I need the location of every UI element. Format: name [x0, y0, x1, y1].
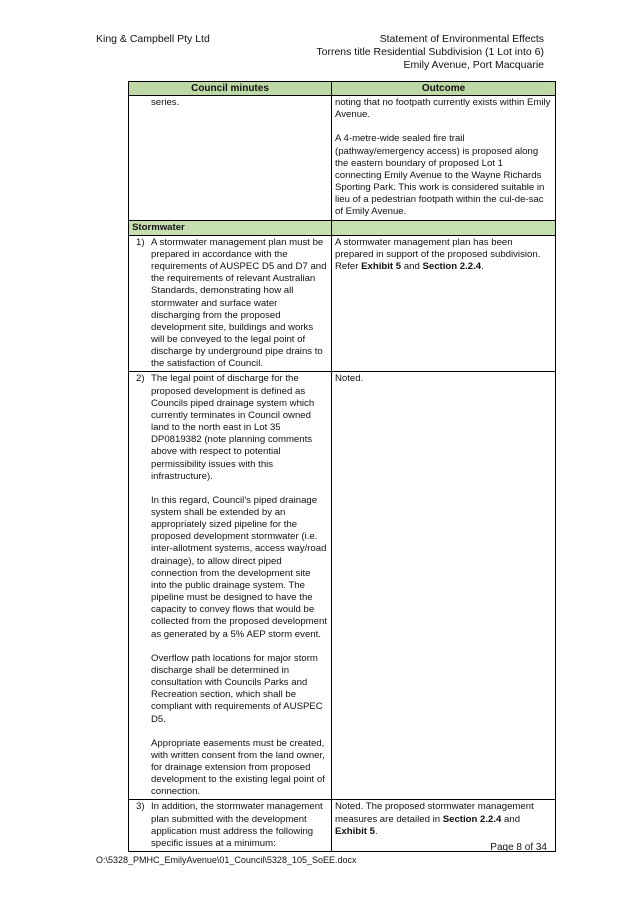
minutes-cell	[129, 800, 332, 852]
section-row-stormwater	[129, 220, 556, 235]
column-header-minutes: Council minutes	[129, 82, 332, 96]
minutes-text: Appropriate easements must be created, with written consent from the land owner, for drainage extension from proposed development to the existing legal point of connection.	[151, 737, 325, 798]
column-header-outcome: Outcome	[332, 82, 556, 96]
section-blank-cell	[332, 220, 556, 235]
outcome-text: noting that no footpath currently exists within Emily Avenue.	[335, 97, 551, 121]
table-header-row	[129, 82, 556, 96]
minutes-text: Overflow path locations for major storm discharge shall be determined in consultation with Councils Parks and Recreation section, which shall be compliant with requirements of AUSPEC D5.	[151, 652, 323, 725]
item-number: 3)	[136, 801, 145, 813]
file-path: O:\5328_PMHC_EmilyAvenue\01_Council\5328_105_SoEE.docx	[96, 855, 357, 865]
council-minutes-table	[128, 81, 556, 852]
minutes-cell	[129, 235, 332, 372]
minutes-cell	[129, 96, 332, 220]
page-number: Page 8 of 34	[490, 842, 547, 853]
outcome-text: A 4-metre-wide sealed fire trail (pathway/emergency access) is proposed along the eastern boundary of proposed Lot 1 connecting Emily Avenue to the Wayne Richards Sporting Park. This work is considered suitable in lieu of a pedestrian footpath within the cul-de-sac of Emily Avenue.	[335, 133, 545, 218]
outcome-text: Noted.	[335, 373, 364, 385]
outcome-cell	[332, 235, 556, 372]
document-subtitle: Torrens title Residential Subdivision (1 Lot into 6)	[316, 46, 544, 58]
outcome-text: Noted. The proposed stormwater management measures are detailed in Section 2.2.4 and Exhibit 5.	[335, 801, 534, 837]
item-number: 2)	[136, 373, 145, 385]
section-reference: Section 2.2.4	[442, 813, 502, 825]
outcome-text: A stormwater management plan has been prepared in support of the proposed subdivision. Refer Exhibit 5 and Section 2.2.4.	[335, 236, 541, 273]
minutes-text: The legal point of discharge for the proposed development is defined as Councils piped drainage system which currently terminates in Council owned land to the north east in Lot 35 DP0819382 (note planning comments above with respect to potential permissibility issues with this infrastructure).	[151, 373, 315, 482]
exhibit-reference: Exhibit 5	[361, 261, 402, 273]
table-row	[129, 372, 556, 800]
company-name: King & Campbell Pty Ltd	[96, 33, 210, 45]
minutes-cell	[129, 372, 332, 800]
document-title: Statement of Environmental Effects	[379, 33, 544, 45]
site-address: Emily Avenue, Port Macquarie	[403, 59, 544, 71]
section-reference: Section 2.2.4	[422, 261, 482, 273]
minutes-text: In addition, the stormwater management plan submitted with the development application must address the following specific issues at a minimum:	[151, 801, 323, 849]
item-number: 1)	[136, 236, 145, 248]
outcome-cell	[332, 372, 556, 800]
minutes-text: In this regard, Council's piped drainage system shall be extended by an appropriately sized pipeline for the proposed development stormwater (i.e. inter-allotment systems, access way/road drainage), to allow direct piped connection from the development site into the public drainage system. The pipeline must be designed to have the capacity to convey flows that would be collected from the proposed development as generated by a 5% AEP storm event.	[151, 494, 327, 640]
minutes-text: series.	[151, 97, 180, 109]
minutes-text: A stormwater management plan must be prepared in accordance with the requirements of AUSPEC D5 and D7 and the requirements of relevant Australian Standards, demonstrating how all stormwater and surface water discharging from the proposed development site, buildings and works will be conveyed to the legal point of discharge by underground pipe drains to the satisfaction of Council.	[151, 236, 327, 370]
section-title: Stormwater	[129, 220, 332, 235]
document-header	[316, 33, 544, 72]
table-row	[129, 235, 556, 372]
table-row	[129, 96, 556, 220]
outcome-cell	[332, 96, 556, 220]
exhibit-reference: Exhibit 5	[335, 825, 375, 837]
